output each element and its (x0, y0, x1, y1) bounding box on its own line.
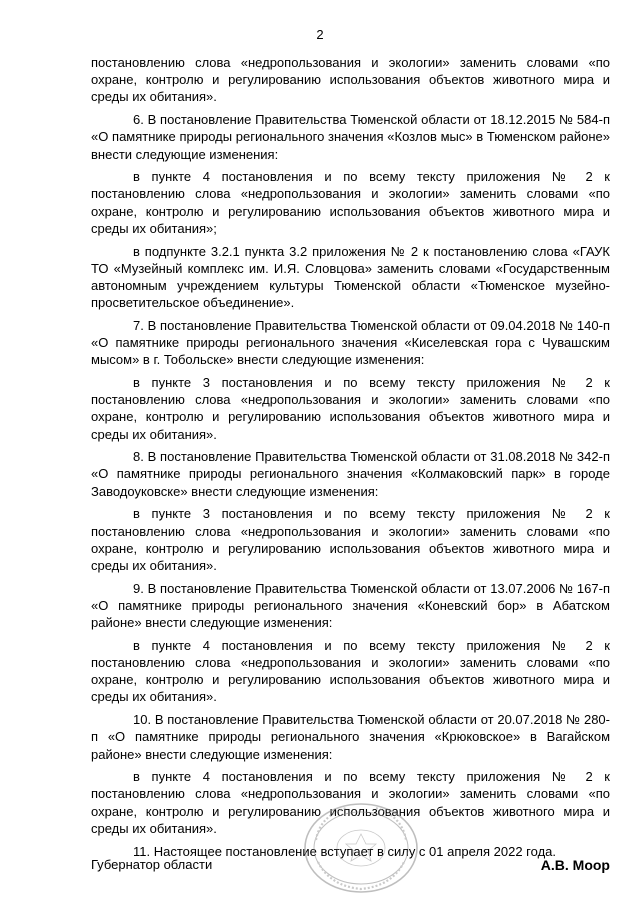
paragraph-item-11: 11. Настоящее постановление вступает в силу с 01 апреля 2022 года. (133, 843, 557, 859)
paragraph-item-8: 8. В постановление Правительства Тюменской области от 31.08.2018 № 342-п «О памятнике природы регионального значения «Колмаковский парк» в городе Заводоуковске» внести следующие изменения: (91, 449, 610, 499)
paragraph-item-8-change: в пункте 3 постановления и по всему тексту приложения № 2 к постановлению слова «недропользования и экологии» заменить словами «по охране, контролю и регулированию использования объектов животного мира и среды их обитания». (91, 506, 610, 573)
paragraph-item-10-change: в пункте 4 постановления и по всему тексту приложения № 2 к постановлению слова «недропользования и экологии» заменить словами «по охране, контролю и регулированию использования объектов животного мира и среды их обитания». (91, 769, 610, 836)
page-number: 2 (316, 27, 324, 42)
paragraph-item-6: 6. В постановление Правительства Тюменской области от 18.12.2015 № 584-п «О памятнике природы регионального значения «Козлов мыс» в Тюменском районе» внести следующие изменения: (91, 112, 610, 162)
paragraph-item-9-change: в пункте 4 постановления и по всему тексту приложения № 2 к постановлению слова «недропользования и экологии» заменить словами «по охране, контролю и регулированию использования объектов животного мира и среды их обитания». (91, 637, 610, 705)
signature-block (91, 856, 610, 876)
paragraph-item-10: 10. В постановление Правительства Тюменской области от 20.07.2018 № 280-п «О памятнике природы регионального значения «Крюковское» в Вагайском районе» внести следующие изменения: (91, 712, 610, 762)
official-seal-icon (296, 796, 426, 896)
paragraph-item-6-change-1: в пункте 4 постановления и по всему тексту приложения № 2 к постановлению слова «недропользования и экологии» заменить словами «по охране, контролю и регулированию использования объектов животного мира и среды их обитания»; (91, 169, 610, 236)
paragraph-item-9: 9. В постановление Правительства Тюменской области от 13.07.2006 № 167-п «О памятнике природы регионального значения «Коневский бор» в Абатском районе» внести следующие изменения: (91, 580, 610, 631)
paragraph-continuation: постановлению слова «недропользования и экологии» заменить словами «по охране, контролю и регулированию использования объектов животного мира и среды их обитания». (91, 55, 610, 105)
paragraph-item-6-change-2: в подпункте 3.2.1 пункта 3.2 приложения № 2 к постановлению слова «ГАУК ТО «Музейный комплекс им. И.Я. Словцова» заменить словами «Государственным автономным учреждением культуры Тюменской области «Тюменское музейно-просветительское объединение». (91, 243, 610, 311)
signer-title: Губернатор области (91, 857, 213, 872)
signer-name: А.В. Моор (540, 857, 610, 873)
paragraph-item-7: 7. В постановление Правительства Тюменской области от 09.04.2018 № 140-п «О памятнике природы регионального значения «Киселевская гора с Чувашским мысом» в г. Тобольске» внести следующие изменения: (91, 317, 610, 368)
document-body (91, 54, 610, 865)
paragraph-item-7-change: в пункте 3 постановления и по всему тексту приложения № 2 к постановлению слова «недропользования и экологии» заменить словами «по охране, контролю и регулированию использования объектов животного мира и среды их обитания». (91, 374, 610, 442)
